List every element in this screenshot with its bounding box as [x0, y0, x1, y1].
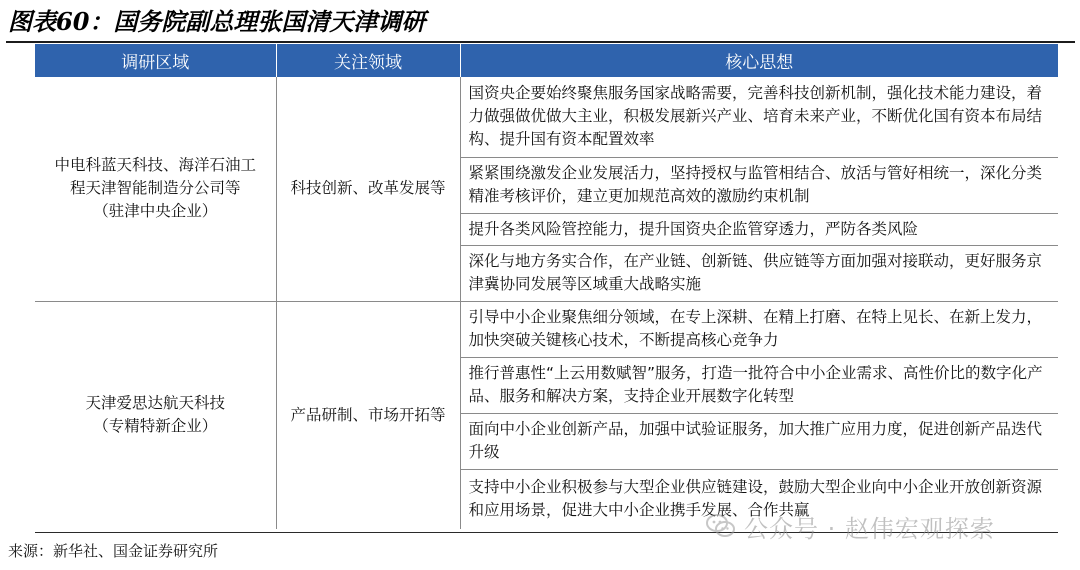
thought-cell: 紧紧围绕激发企业发展活力，坚持授权与监管相结合、放活与管好相统一，深化分类精准考核评价，建立更加规范高效的激励约束机制 [460, 157, 1058, 213]
title-divider [6, 41, 1075, 43]
thought-cell: 提升各类风险管控能力，提升国资央企监管穿透力，严防各类风险 [460, 213, 1058, 245]
source-note: 来源：新华社、国金证券研究所 [8, 542, 219, 560]
watermark-text: 公众号 · 赵伟宏观探索 [744, 514, 995, 543]
thought-cell: 引导中小企业聚焦细分领域，在专上深耕、在精上打磨、在特上见长、在新上发力，加快突破关键核心技术，不断提高核心竞争力 [460, 301, 1058, 357]
region-line: 程天津智能制造分公司等 [69, 179, 241, 198]
focus-cell: 产品研制、市场开拓等 [276, 301, 460, 529]
region-line: （驻津中央企业） [93, 202, 218, 221]
figure-title: 图表60：国务院副总理张国清天津调研 [8, 7, 426, 36]
thought-cell: 深化与地方务实合作，在产业链、创新链、供应链等方面加强对接联动，更好服务京津冀协同发展等区域重大战略实施 [460, 245, 1058, 301]
header-core-thought: 核心思想 [460, 44, 1058, 77]
region-line: 中电科蓝天科技、海洋石油工 [54, 156, 256, 175]
watermark [706, 511, 995, 541]
table-row [35, 77, 1058, 157]
table-row [35, 301, 1058, 357]
wechat-icon [706, 513, 736, 539]
region-cell [35, 301, 276, 529]
header-row [35, 44, 1058, 77]
thought-cell: 支持中小企业积极参与大型企业供应链建设，鼓励大型企业向中小企业开放创新资源和应用场景，促进大中小企业携手发展、合作共赢 [460, 469, 1058, 529]
region-line: （专精特新企业） [93, 417, 218, 436]
thought-cell: 国资央企要始终聚焦服务国家战略需要，完善科技创新机制，强化技术能力建设，着力做强做优做大主业，积极发展新兴产业、培育未来产业，不断优化国有资本布局结构、提升国有资本配置效率 [460, 77, 1058, 157]
focus-cell: 科技创新、改革发展等 [276, 77, 460, 301]
region-cell [35, 77, 276, 301]
header-focus: 关注领域 [276, 44, 460, 77]
header-region: 调研区域 [35, 44, 276, 77]
thought-cell: 面向中小企业创新产品，加强中试验证服务，加大推广应用力度，促进创新产品迭代升级 [460, 413, 1058, 469]
thought-cell: 推行普惠性“上云用数赋智”服务，打造一批符合中小企业需求、高性价比的数字化产品、服务和解决方案，支持企业开展数字化转型 [460, 357, 1058, 413]
research-table [35, 44, 1058, 529]
region-line: 天津爱思达航天科技 [85, 394, 225, 413]
